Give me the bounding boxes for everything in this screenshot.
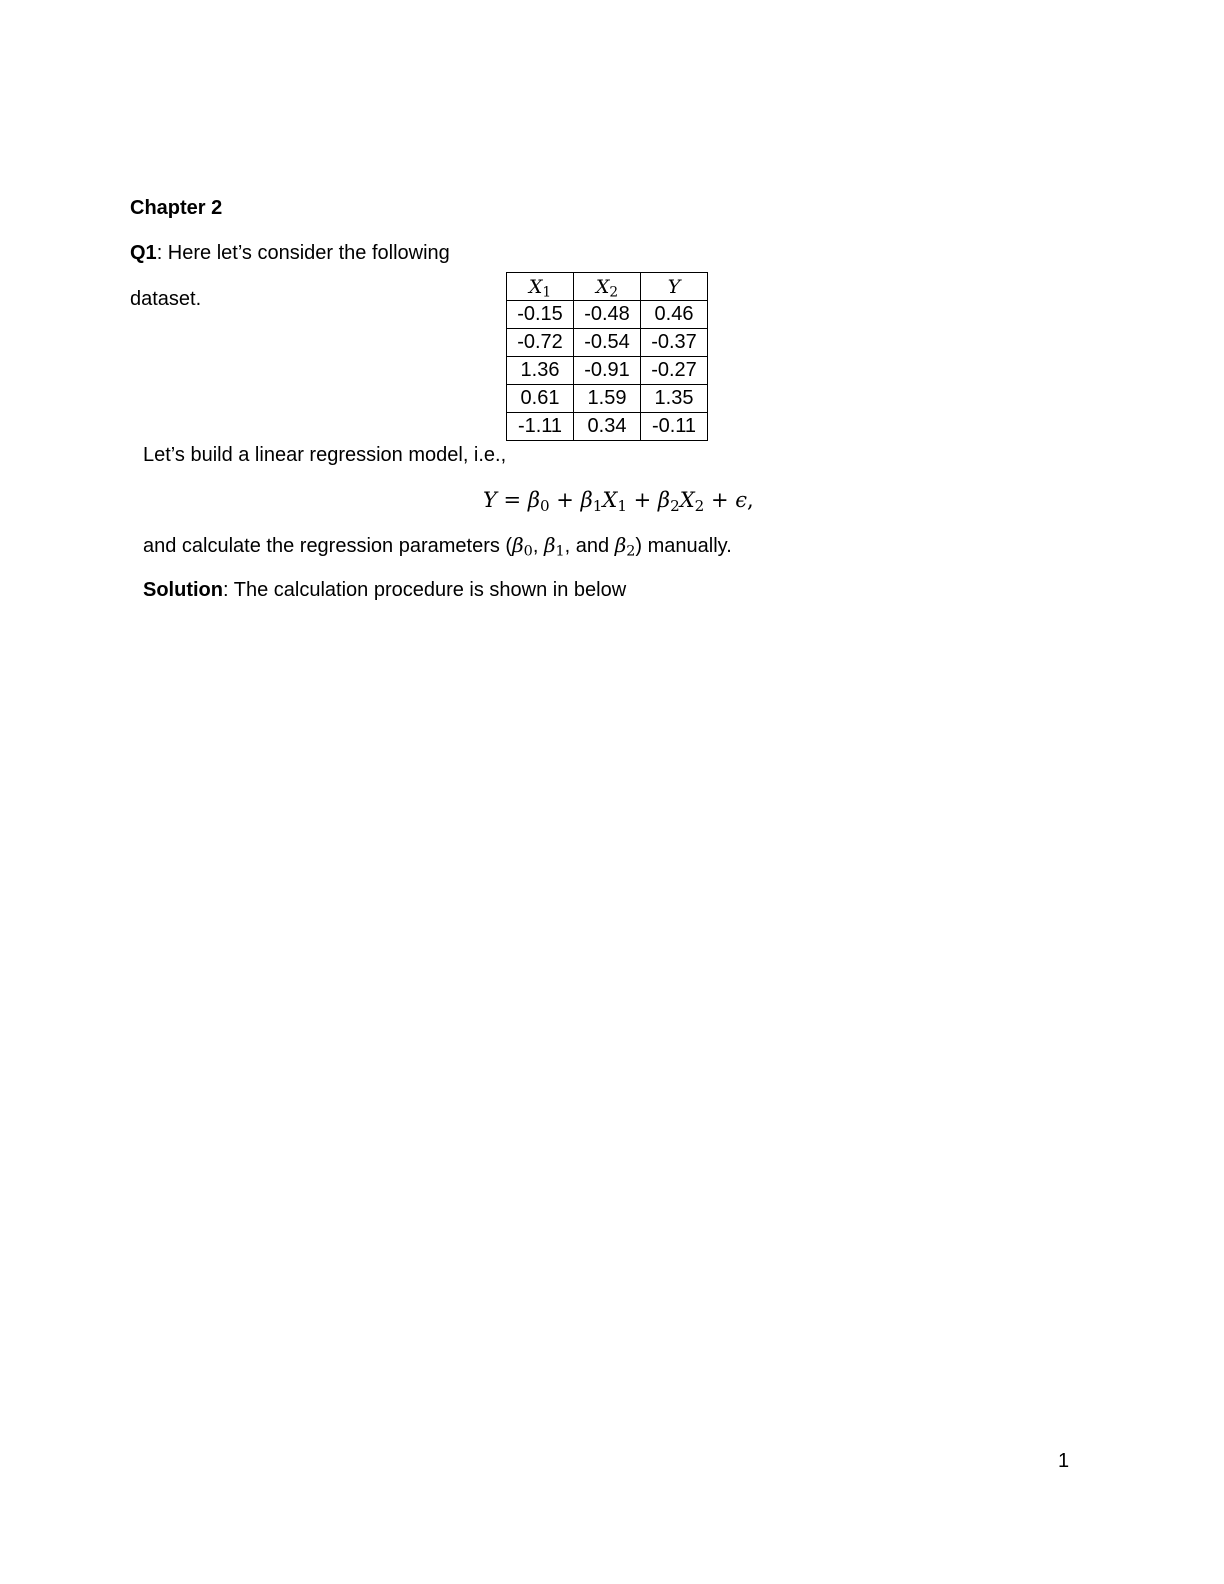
regression-equation: $Y = \beta_0 + \beta_1X_1 + \beta_2X_2 + \epsilon$, [483, 488, 754, 515]
table-header-row [507, 273, 708, 301]
table-cell: 1.35 [641, 385, 708, 413]
header-y: Y [641, 273, 708, 301]
table-cell: 0.61 [507, 385, 574, 413]
question-label: Q1 [130, 242, 157, 264]
table-row [507, 329, 708, 357]
solution-label: Solution [143, 579, 223, 601]
table-row [507, 301, 708, 329]
table-row [507, 385, 708, 413]
chapter-title: Chapter 2 [130, 197, 223, 219]
table-cell: -1.11 [507, 413, 574, 441]
table-cell: 0.34 [574, 413, 641, 441]
table-cell: -0.37 [641, 329, 708, 357]
table-cell: 1.36 [507, 357, 574, 385]
table-cell: 0.46 [641, 301, 708, 329]
table-cell: -0.27 [641, 357, 708, 385]
parameters-sentence: and calculate the regression parameters ($\beta_0$, $\beta_1$, and $\beta_2$) manually. [143, 533, 732, 560]
solution-line [143, 578, 626, 602]
header-x2: $X_2$ [574, 273, 641, 301]
table-cell: -0.91 [574, 357, 641, 385]
table-row [507, 413, 708, 441]
table-cell: -0.15 [507, 301, 574, 329]
table-cell: -0.54 [574, 329, 641, 357]
model-intro: Let’s build a linear regression model, i.e., [143, 444, 507, 466]
question-line-1 [130, 241, 450, 265]
table-row [507, 357, 708, 385]
table-cell: 1.59 [574, 385, 641, 413]
dataset-table [506, 272, 708, 441]
page-number: 1 [1058, 1450, 1070, 1472]
question-text: : Here let’s consider the following [156, 242, 450, 264]
question-line-2: dataset. [130, 288, 202, 310]
table-cell: -0.48 [574, 301, 641, 329]
table-cell: -0.72 [507, 329, 574, 357]
solution-text: : The calculation procedure is shown in below [222, 579, 627, 601]
header-x1: $X_1$ [507, 273, 574, 301]
table-cell: -0.11 [641, 413, 708, 441]
